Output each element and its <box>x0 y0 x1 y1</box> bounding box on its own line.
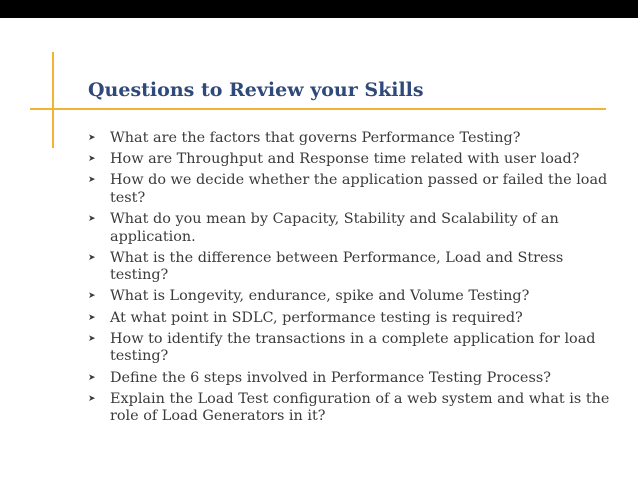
arrow-bullet-icon: ➤ <box>88 312 96 323</box>
list-item <box>88 211 622 246</box>
arrow-bullet-icon: ➤ <box>88 393 96 404</box>
accent-vertical-line <box>52 52 54 148</box>
question-text: Explain the Load Test configuration of a web system and what is the role of Load Generators in it? <box>110 390 610 425</box>
question-text: What are the factors that governs Performance Testing? <box>110 130 521 146</box>
list-item <box>88 151 622 169</box>
arrow-bullet-icon: ➤ <box>88 214 96 225</box>
question-text: What is Longevity, endurance, spike and Volume Testing? <box>110 288 530 305</box>
slide <box>0 18 638 478</box>
question-text: How are Throughput and Response time related with user load? <box>110 151 580 168</box>
list-item <box>88 331 622 366</box>
arrow-bullet-icon: ➤ <box>88 372 96 383</box>
arrow-bullet-icon: ➤ <box>88 252 96 263</box>
list-item <box>88 370 622 388</box>
question-text: What do you mean by Capacity, Stability and Scalability of an application. <box>110 211 559 245</box>
list-item <box>88 130 622 148</box>
arrow-bullet-icon: ➤ <box>88 175 96 186</box>
question-list <box>88 130 622 429</box>
arrow-bullet-icon: ➤ <box>88 133 96 143</box>
question-text: How do we decide whether the application passed or failed the load test? <box>110 172 608 206</box>
question-text: How to identify the transactions in a complete application for load testing? <box>110 330 596 365</box>
question-text: What is the difference between Performance, Load and Stress testing? <box>110 249 564 284</box>
list-item <box>88 250 622 285</box>
arrow-bullet-icon: ➤ <box>88 154 96 165</box>
list-item <box>88 288 622 306</box>
list-item <box>88 391 622 426</box>
arrow-bullet-icon: ➤ <box>88 333 96 344</box>
slide-title: Questions to Review your Skills <box>88 79 424 101</box>
arrow-bullet-icon: ➤ <box>88 291 96 302</box>
list-item <box>88 172 622 207</box>
question-text: Define the 6 steps involved in Performance Testing Process? <box>110 369 551 386</box>
accent-horizontal-line <box>30 108 606 110</box>
question-text: At what point in SDLC, performance testing is required? <box>110 309 523 326</box>
list-item <box>88 310 622 328</box>
